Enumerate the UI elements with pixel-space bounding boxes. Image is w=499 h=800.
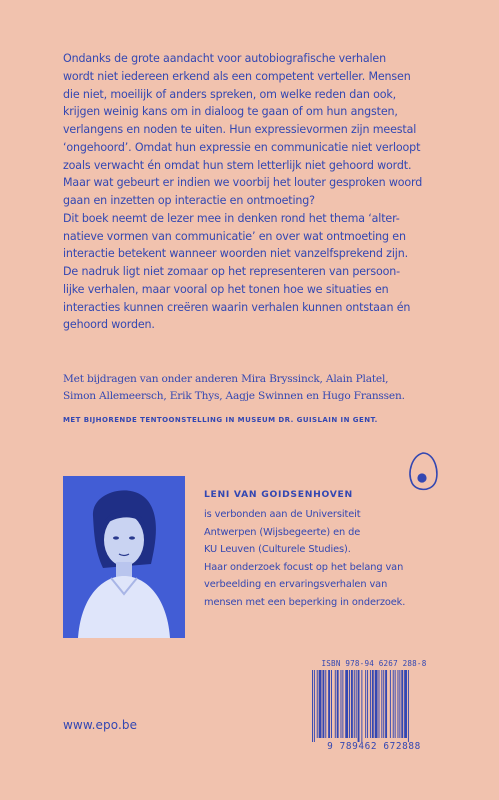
ean-digits: 9 789462 672888 (327, 741, 421, 752)
blurb-line: verlangens en noden te uiten. Hun expressievormen zijn meestal (63, 123, 417, 136)
author-photo (63, 476, 185, 638)
contributors-text (63, 371, 443, 406)
blurb-line: gehoord worden. (63, 318, 155, 332)
blurb-line: Dit boek neemt de lezer mee in denken rond het thema ‘alter- (63, 211, 400, 225)
barcode-bar (408, 670, 409, 742)
barcode-bar (342, 670, 343, 738)
barcode-bar (404, 670, 407, 738)
barcode-bar (351, 670, 353, 738)
barcode-bar (361, 670, 362, 742)
barcode-bar (319, 670, 322, 738)
barcode-bar (345, 670, 348, 738)
bio-line: mensen met een beperking in onderzoek. (204, 596, 406, 608)
barcode-bar (370, 670, 371, 738)
barcode-bar (365, 670, 366, 738)
blurb-line: Maar wat gebeurt er indien we voorbij het louter gesproken woord (63, 176, 423, 190)
blurb-line: krijgen weinig kans om in dialoog te gaan of om hun angsten, (63, 105, 398, 119)
egg-icon (405, 450, 441, 494)
blurb-line: interacties kunnen creëren waarin verhalen kunnen ontstaan én (63, 300, 411, 314)
author-name: LENI VAN GOIDSENHOVEN (204, 489, 353, 500)
barcode-bar (322, 670, 324, 738)
exhibition-note: MET BIJHORENDE TENTOONSTELLING IN MUSEUM DR. GUISLAIN IN GENT. (63, 416, 378, 424)
blurb-line: zoals verwacht én omdat hun stem letterlijk niet gehoord wordt. (63, 158, 412, 172)
barcode-bar (331, 670, 332, 738)
bio-line: Antwerpen (Wijsbegeerte) en de (204, 526, 361, 538)
contributors-line: Simon Allemeersch, Erik Thys, Aagje Swinnen en Hugo Franssen. (63, 390, 405, 403)
barcode-bar (358, 670, 360, 742)
barcode-bar (390, 670, 391, 738)
barcode-bar (385, 670, 387, 738)
barcode-bar (381, 670, 382, 738)
barcode-bar (379, 670, 380, 738)
publisher-website[interactable]: www.epo.be (63, 718, 138, 732)
barcode-bar (335, 670, 336, 738)
barcode-bar (312, 670, 313, 742)
barcode-bar (372, 670, 374, 738)
contributors-line: Met bijdragen van onder anderen Mira Bryssinck, Alain Platel, (63, 373, 389, 385)
bio-line: Haar onderzoek focust op het belang van (204, 561, 404, 573)
author-bio (204, 506, 444, 612)
barcode-bar (341, 670, 342, 738)
barcode-bar (349, 670, 350, 738)
barcode-bar (398, 670, 399, 738)
barcode-bar (325, 670, 326, 738)
blurb-line: wordt niet iedereen erkend als een competent verteller. Mensen (63, 69, 411, 83)
blurb-line: De nadruk ligt niet zomaar op het representeren van persoon- (63, 265, 400, 278)
barcode-bar (383, 670, 384, 738)
blurb-line: Ondanks de grote aandacht voor autobiografische verhalen (63, 52, 386, 65)
blurb-line: gaan en inzetten op interactie en ontmoeting? (63, 194, 315, 207)
barcode-bar (328, 670, 330, 738)
barcode-bar (356, 670, 357, 738)
isbn-barcode (308, 659, 440, 755)
barcode-bar (314, 670, 315, 742)
blurb-line: natieve vormen van communicatie’ en over wat ontmoeting en (63, 229, 406, 243)
barcode-bar (393, 670, 394, 738)
back-cover-blurb (63, 50, 440, 334)
barcode-bar (375, 670, 378, 738)
barcode-bar (367, 670, 368, 738)
isbn-label: ISBN 978-94 6267 288-8 (321, 659, 427, 668)
barcode-bars (308, 670, 440, 742)
barcode-bar (354, 670, 355, 738)
barcode-bar (395, 670, 396, 738)
blurb-line: interactie betekent wanneer woorden niet vanzelfsprekend zijn. (63, 247, 408, 261)
blurb-line: lijke verhalen, maar vooral op het tonen hoe we situaties en (63, 282, 389, 296)
barcode-bar (337, 670, 339, 738)
barcode-bar (399, 670, 400, 738)
barcode-bar (317, 670, 318, 738)
barcode-bar (401, 670, 403, 738)
bio-line: is verbonden aan de Universiteit (204, 509, 361, 520)
blurb-line: ‘ongehoord’. Omdat hun expressie en communicatie niet verloopt (63, 140, 421, 154)
bio-line: KU Leuven (Culturele Studies). (204, 544, 351, 556)
bio-line: verbeelding en ervaringsverhalen van (204, 579, 388, 591)
blurb-line: die niet, moeilijk of anders spreken, om welke reden dan ook, (63, 87, 397, 101)
